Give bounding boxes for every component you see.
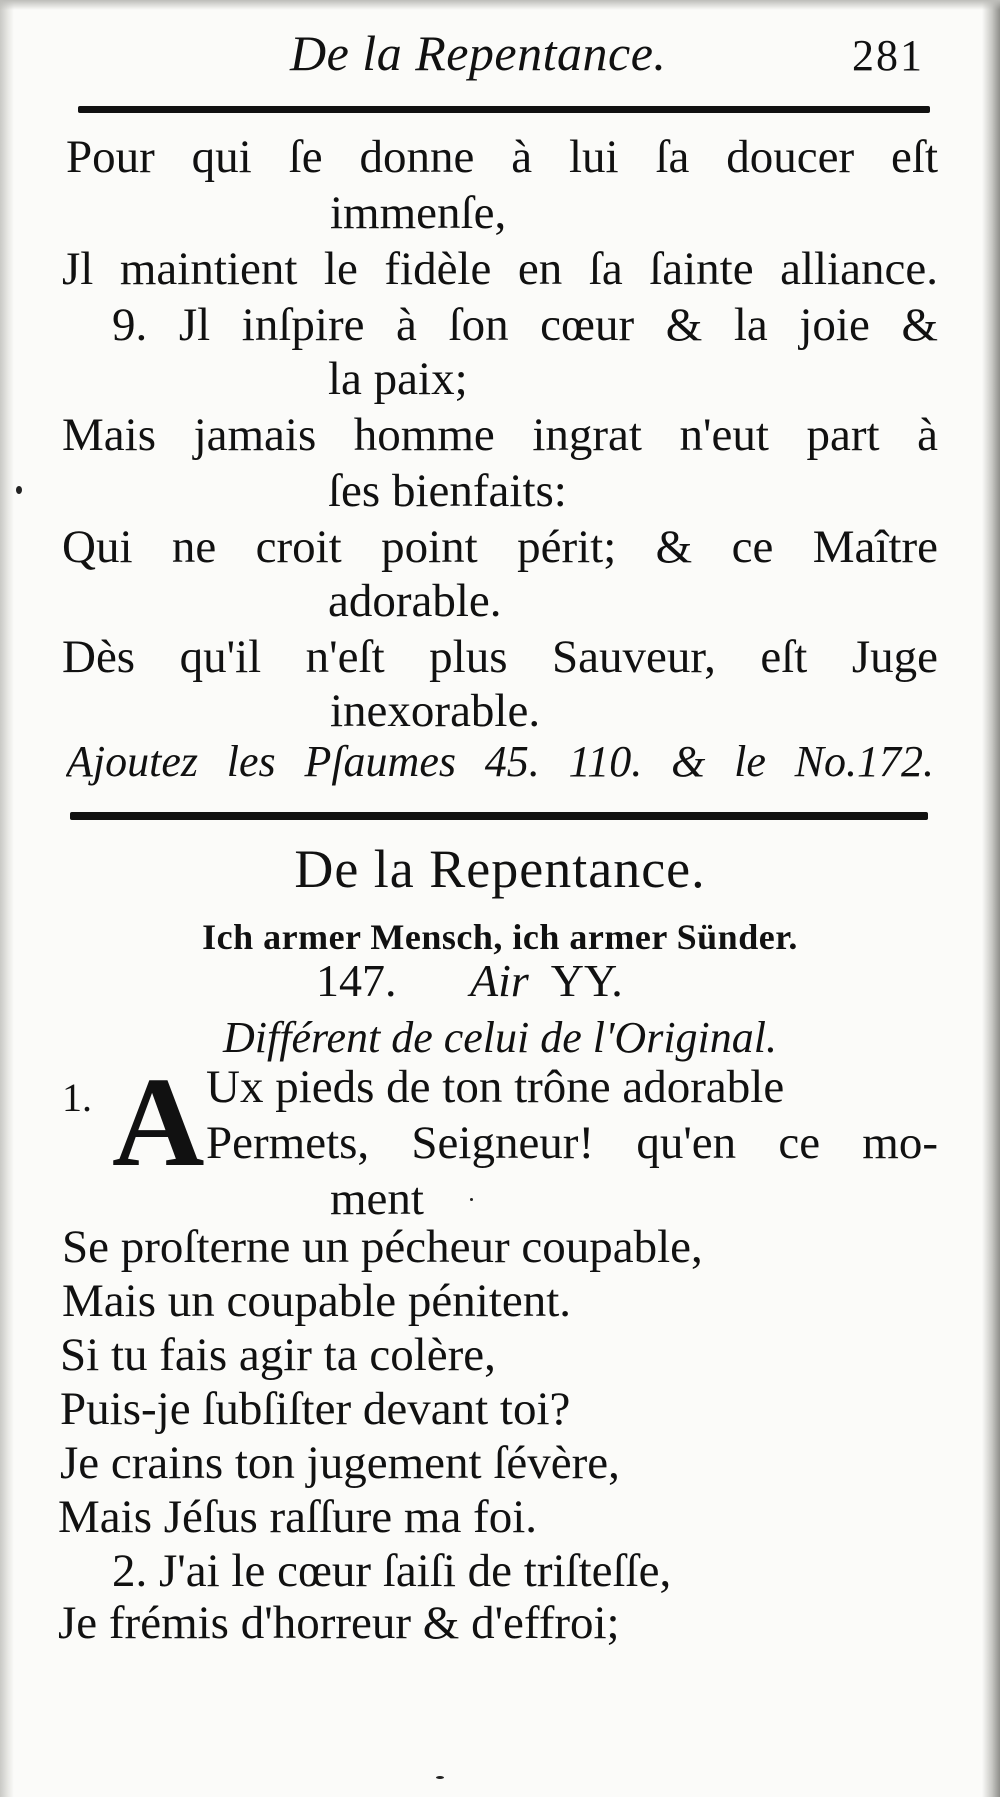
page-edge-top [0, 0, 1000, 10]
hymn-line: Dès qu'il n'eſt plus Sauveur, eſt Juge [62, 634, 938, 683]
hymn-line: 2. J'ai le cœur ſaiſi de triſteſſe, [112, 1545, 672, 1597]
air-code: YY. [550, 955, 623, 1006]
hymn-line: Ux pieds de ton trône adorable [206, 1061, 785, 1113]
hymn-air [470, 954, 623, 1007]
hymn-line: ment [330, 1173, 424, 1225]
scan-speck [470, 1198, 473, 1201]
air-note: Différent de celui de l'Original. [223, 1013, 777, 1062]
hymn-line: Se proſterne un pécheur coupable, [62, 1221, 703, 1273]
air-label: Air [470, 955, 529, 1006]
hymn-line: Qui ne croit point périt; & ce Maître [62, 524, 938, 573]
hymn-line: la paix; [328, 353, 468, 405]
scan-speck [436, 1776, 444, 1779]
hymn-number: 147. [316, 955, 397, 1006]
hymn-line: ſes bienfaits: [328, 465, 567, 517]
drop-cap: A [112, 1051, 205, 1193]
hymn-line: Si tu fais agir ta colère, [60, 1329, 496, 1381]
section-title: De la Repentance. [294, 839, 706, 899]
hymn-line: Permets, Seigneur! qu'en ce mo- [206, 1120, 938, 1169]
running-head [0, 18, 1000, 88]
hymn-line: Puis-je ſubſiſter devant toi? [60, 1383, 571, 1435]
scan-speck [16, 486, 22, 494]
hymn-line: immenſe, [330, 187, 507, 239]
hymn-line: Je crains ton jugement ſévère, [60, 1437, 620, 1489]
hymn-line: Mais jamais homme ingrat n'eut part à [62, 412, 938, 461]
hymn-line: Mais Jéſus raſſure ma foi. [58, 1491, 538, 1543]
hymn-line: Pour qui ſe donne à lui ſa doucer eſt [66, 134, 938, 183]
hymn-line: Jl maintient le fidèle en ſa ſainte alliance. [62, 246, 938, 295]
german-title: Ich armer Mensch, ich armer Sünder. [202, 917, 798, 957]
section-rule [70, 812, 928, 820]
running-head-title: De la Repentance. [290, 25, 667, 81]
header-rule [78, 106, 930, 113]
see-also-note: Ajoutez les Pſaumes 45. 110. & le No.172. [66, 740, 934, 786]
page-number: 281 [852, 31, 924, 80]
verse-number: 1. [62, 1075, 92, 1120]
hymn-line: Je frémis d'horreur & d'effroi; [58, 1597, 620, 1649]
hymn-line: Mais un coupable pénitent. [62, 1275, 572, 1327]
hymn-line: adorable. [328, 575, 502, 627]
hymn-line: inexorable. [330, 685, 541, 737]
hymn-line: 9. Jl inſpire à ſon cœur & la joie & [112, 302, 938, 351]
